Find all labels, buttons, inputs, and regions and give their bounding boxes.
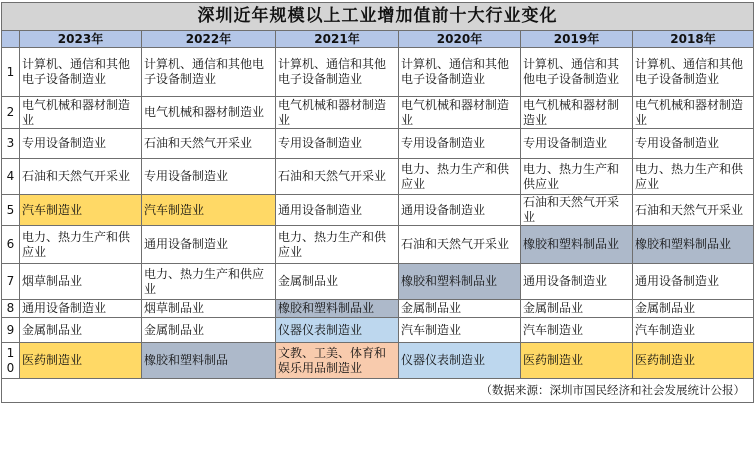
industry-cell: 电力、热力生产和供应业 — [633, 159, 754, 195]
industry-cell: 通用设备制造业 — [20, 300, 142, 318]
industry-cell: 烟草制品业 — [142, 300, 276, 318]
industry-cell: 专用设备制造业 — [633, 129, 754, 159]
table-row — [2, 97, 754, 129]
table-row — [2, 318, 754, 343]
year-header-2020: 2020年 — [399, 31, 521, 48]
year-header-2019: 2019年 — [521, 31, 633, 48]
industry-cell: 金属制品业 — [399, 300, 521, 318]
industry-cell: 石油和天然气开采业 — [142, 129, 276, 159]
industry-cell: 专用设备制造业 — [399, 129, 521, 159]
industry-cell: 汽车制造业 — [20, 195, 142, 226]
year-header-2022: 2022年 — [142, 31, 276, 48]
table-row — [2, 264, 754, 300]
rank-number: 3 — [2, 129, 20, 159]
rank-number: 2 — [2, 97, 20, 129]
industry-cell: 电气机械和器材制造业 — [276, 97, 399, 129]
industry-cell: 通用设备制造业 — [399, 195, 521, 226]
industry-cell: 医药制造业 — [521, 343, 633, 379]
industry-cell: 电气机械和器材制造业 — [521, 97, 633, 129]
rank-number: 1 — [2, 48, 20, 97]
industry-cell: 电气机械和器材制造业 — [142, 97, 276, 129]
rank-number: 10 — [2, 343, 20, 379]
industry-cell: 专用设备制造业 — [20, 129, 142, 159]
rank-header-blank — [2, 31, 20, 48]
industry-cell: 医药制造业 — [633, 343, 754, 379]
year-header-2018: 2018年 — [633, 31, 754, 48]
industry-cell: 专用设备制造业 — [521, 129, 633, 159]
table-row — [2, 159, 754, 195]
industry-cell: 汽车制造业 — [399, 318, 521, 343]
industry-cell: 橡胶和塑料制品 — [142, 343, 276, 379]
table-row — [2, 48, 754, 97]
rank-number: 7 — [2, 264, 20, 300]
industry-cell: 计算机、通信和其他电子设备制造业 — [521, 48, 633, 97]
industry-cell: 橡胶和塑料制品业 — [633, 226, 754, 264]
industry-cell: 橡胶和塑料制品业 — [521, 226, 633, 264]
industry-cell: 电气机械和器材制造业 — [399, 97, 521, 129]
industry-cell: 电力、热力生产和供应业 — [521, 159, 633, 195]
industry-cell: 汽车制造业 — [142, 195, 276, 226]
industry-cell: 金属制品业 — [633, 300, 754, 318]
table-row — [2, 226, 754, 264]
industry-cell: 计算机、通信和其他电子设备制造业 — [399, 48, 521, 97]
industry-cell: 通用设备制造业 — [633, 264, 754, 300]
rank-number: 8 — [2, 300, 20, 318]
industry-cell: 金属制品业 — [521, 300, 633, 318]
industry-cell: 计算机、通信和其他电子设备制造业 — [633, 48, 754, 97]
table-row — [2, 300, 754, 318]
industry-cell: 电力、热力生产和供应业 — [276, 226, 399, 264]
table-title: 深圳近年规模以上工业增加值前十大行业变化 — [2, 3, 754, 31]
industry-cell: 金属制品业 — [20, 318, 142, 343]
industry-cell: 文教、工美、体育和娱乐用品制造业 — [276, 343, 399, 379]
industry-cell: 橡胶和塑料制品业 — [399, 264, 521, 300]
source-row — [2, 379, 754, 403]
industry-cell: 专用设备制造业 — [142, 159, 276, 195]
industry-cell: 石油和天然气开采业 — [399, 226, 521, 264]
rank-number: 6 — [2, 226, 20, 264]
industry-cell: 石油和天然气开采业 — [633, 195, 754, 226]
table-row — [2, 195, 754, 226]
industry-cell: 电气机械和器材制造业 — [633, 97, 754, 129]
industry-cell: 专用设备制造业 — [276, 129, 399, 159]
industry-cell: 仪器仪表制造业 — [276, 318, 399, 343]
table-body — [2, 48, 754, 379]
data-source-note: （数据来源：深圳市国民经济和社会发展统计公报） — [2, 379, 754, 403]
industry-cell: 金属制品业 — [142, 318, 276, 343]
year-header-2021: 2021年 — [276, 31, 399, 48]
industry-cell: 石油和天然气开采业 — [20, 159, 142, 195]
industry-cell: 通用设备制造业 — [142, 226, 276, 264]
industry-ranking-table — [1, 2, 754, 403]
industry-cell: 烟草制品业 — [20, 264, 142, 300]
industry-cell: 通用设备制造业 — [521, 264, 633, 300]
industry-cell: 汽车制造业 — [521, 318, 633, 343]
rank-number: 4 — [2, 159, 20, 195]
industry-cell: 橡胶和塑料制品业 — [276, 300, 399, 318]
industry-cell: 石油和天然气开采业 — [521, 195, 633, 226]
industry-cell: 电力、热力生产和供应业 — [399, 159, 521, 195]
industry-cell: 电气机械和器材制造业 — [20, 97, 142, 129]
industry-cell: 计算机、通信和其他电子设备制造业 — [276, 48, 399, 97]
industry-ranking-table-frame — [1, 2, 755, 403]
industry-cell: 医药制造业 — [20, 343, 142, 379]
title-row — [2, 3, 754, 31]
industry-cell: 金属制品业 — [276, 264, 399, 300]
industry-cell: 仪器仪表制造业 — [399, 343, 521, 379]
year-header-2023: 2023年 — [20, 31, 142, 48]
rank-number: 5 — [2, 195, 20, 226]
rank-number: 9 — [2, 318, 20, 343]
table-row — [2, 129, 754, 159]
industry-cell: 计算机、通信和其他电子设备制造业 — [20, 48, 142, 97]
industry-cell: 石油和天然气开采业 — [276, 159, 399, 195]
industry-cell: 计算机、通信和其他电子设备制造业 — [142, 48, 276, 97]
industry-cell: 通用设备制造业 — [276, 195, 399, 226]
table-row — [2, 343, 754, 379]
industry-cell: 电力、热力生产和供应业 — [20, 226, 142, 264]
industry-cell: 汽车制造业 — [633, 318, 754, 343]
year-header-row — [2, 31, 754, 48]
industry-cell: 电力、热力生产和供应业 — [142, 264, 276, 300]
